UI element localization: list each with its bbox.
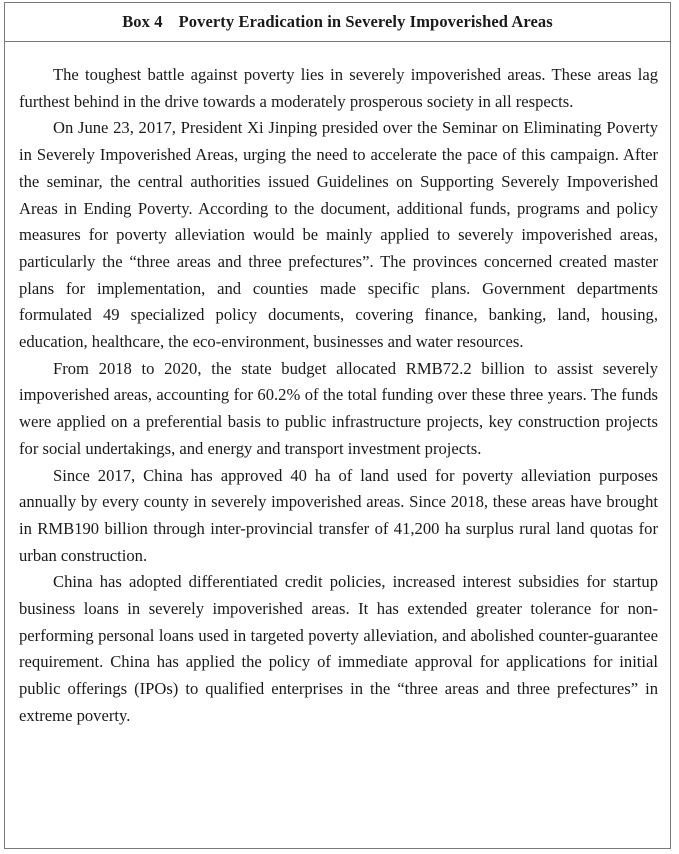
paragraph-4: Since 2017, China has approved 40 ha of land used for poverty alleviation purposes annually by every county in severely impoverished areas. Since 2018, these areas have brought in RMB190 billion through inter-provincial transfer of 41,200 ha surplus rural land quotas for urban construction. <box>19 465 658 565</box>
paragraph-2: On June 23, 2017, President Xi Jinping presided over the Seminar on Eliminating Poverty in Severely Impoverished Areas, urging the need to accelerate the pace of this campaign. After the seminar, the central authorities issued Guidelines on Supporting Severely Impoverished Areas in Ending Poverty. According to the document, additional funds, programs and policy measures for poverty alleviation would be mainly applied to severely impoverished areas, particularly the “three areas and three prefectures”. The provinces concerned created master plans for implementation, and counties made specific plans. Government departments formulated 49 specialized policy documents, covering finance, banking, land, housing, education, healthcare, the eco-environment, businesses and water resources. <box>19 118 658 352</box>
paragraph-1: The toughest battle against poverty lies in severely impoverished areas. These areas lag furthest behind in the drive towards a moderately prosperous society in all respects. <box>19 65 658 111</box>
text-box <box>4 2 671 849</box>
box-number: Box 4 <box>122 12 163 31</box>
box-title: Poverty Eradication in Severely Impoverished Areas <box>178 12 553 31</box>
paragraph-5: China has adopted differentiated credit policies, increased interest subsidies for startup business loans in severely impoverished areas. It has extended greater tolerance for non-performing personal loans used in targeted poverty alleviation, and abolished counter-guarantee requirement. China has applied the policy of immediate approval for applications for initial public offerings (IPOs) to qualified enterprises in the “three areas and three prefectures” in extreme poverty. <box>19 572 658 725</box>
paragraph-3: From 2018 to 2020, the state budget allocated RMB72.2 billion to assist severely impoverished areas, accounting for 60.2% of the total funding over these three years. The funds were applied on a preferential basis to public infrastructure projects, key construction projects for social undertakings, and energy and transport investment projects. <box>19 358 658 458</box>
box-body <box>5 42 670 730</box>
box-header <box>5 3 670 42</box>
